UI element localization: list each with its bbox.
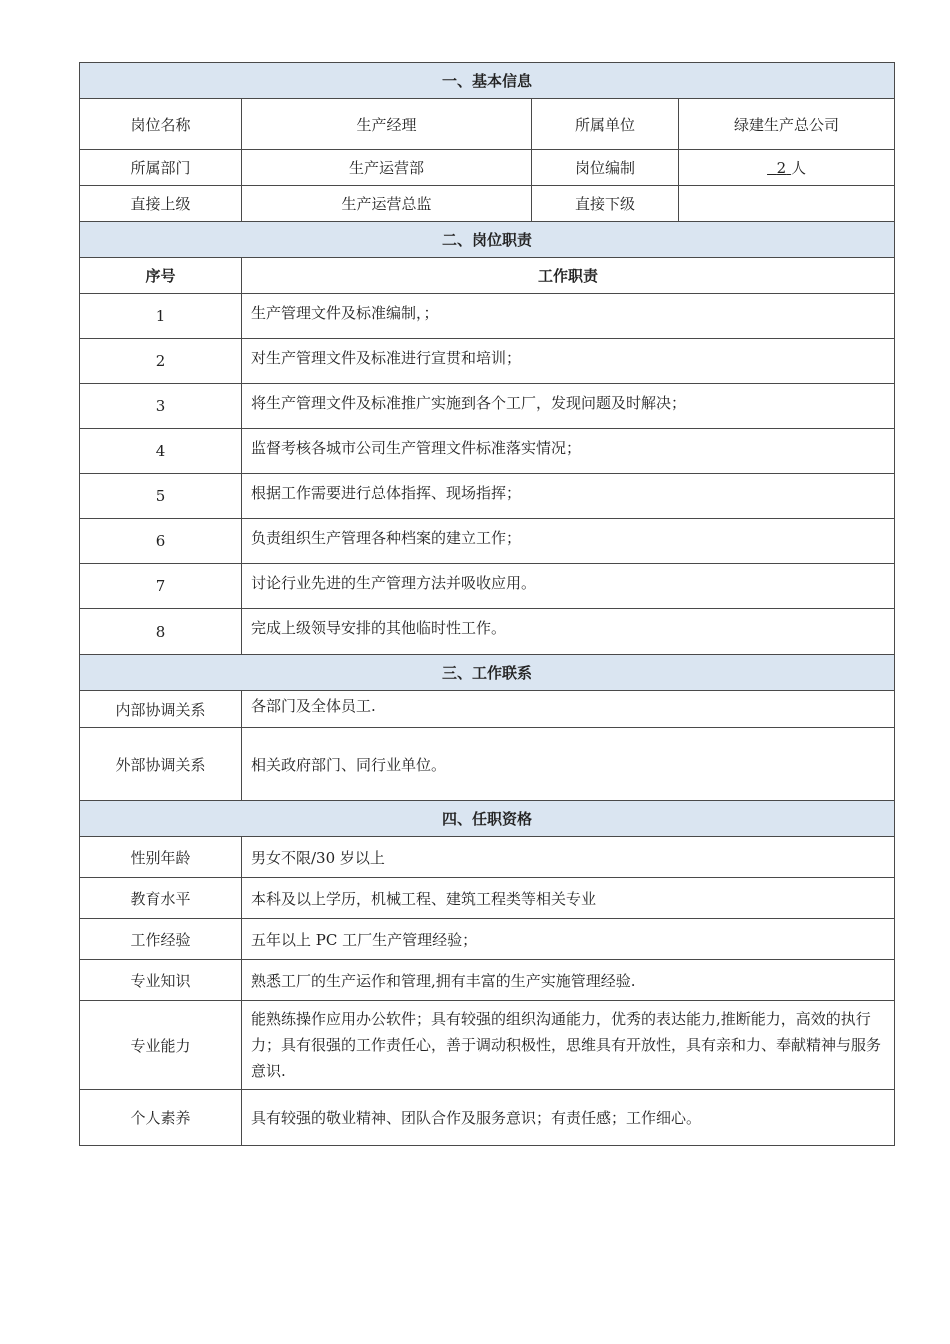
duty-text: 生产管理文件及标准编制，； <box>242 294 895 339</box>
superior-value: 生产运营总监 <box>242 186 532 222</box>
duty-row <box>80 564 895 609</box>
headcount-number: 2 <box>776 159 787 177</box>
label-department: 所属部门 <box>80 150 242 186</box>
duty-row <box>80 519 895 564</box>
department-value: 生产运营部 <box>242 150 532 186</box>
qualification-label: 性别年龄 <box>80 837 242 878</box>
duty-row <box>80 294 895 339</box>
duty-row <box>80 339 895 384</box>
qualification-label: 个人素养 <box>80 1090 242 1146</box>
qualification-row <box>80 960 895 1001</box>
qualification-label: 专业知识 <box>80 960 242 1001</box>
qualification-value: 能熟练操作应用办公软件；具有较强的组织沟通能力，优秀的表达能力,推断能力，高效的执行力；具有很强的工作责任心，善于调动积极性，思维具有开放性，具有亲和力、奉献精神与服务意识. <box>242 1001 895 1090</box>
duty-text: 讨论行业先进的生产管理方法并吸收应用。 <box>242 564 895 609</box>
qualification-value: 男女不限/30 岁以上 <box>242 837 895 878</box>
section-title-relations: 三、工作联系 <box>80 655 895 691</box>
qualification-value: 熟悉工厂的生产运作和管理,拥有丰富的生产实施管理经验. <box>242 960 895 1001</box>
duty-number: 7 <box>80 564 242 609</box>
qualification-value: 本科及以上学历，机械工程、建筑工程类等相关专业 <box>242 878 895 919</box>
job-description-table <box>79 62 895 1146</box>
qualification-label: 专业能力 <box>80 1001 242 1090</box>
duty-number: 6 <box>80 519 242 564</box>
qualification-row <box>80 837 895 878</box>
label-internal-relations: 内部协调关系 <box>80 691 242 728</box>
headcount-unit: 人 <box>790 159 806 177</box>
duty-number: 2 <box>80 339 242 384</box>
external-relations-value: 相关政府部门、同行业单位。 <box>242 728 895 801</box>
duty-row <box>80 384 895 429</box>
duties-header-no: 序号 <box>80 258 242 294</box>
position-name-value: 生产经理 <box>242 99 532 150</box>
duty-row <box>80 609 895 655</box>
qualification-row <box>80 1090 895 1146</box>
duty-row <box>80 429 895 474</box>
internal-relations-value: 各部门及全体员工. <box>242 691 895 728</box>
qualification-value: 具有较强的敬业精神、团队合作及服务意识；有责任感；工作细心。 <box>242 1090 895 1146</box>
qualification-value: 五年以上 PC 工厂生产管理经验； <box>242 919 895 960</box>
label-subordinate: 直接下级 <box>532 186 679 222</box>
duty-row <box>80 474 895 519</box>
qualification-label: 教育水平 <box>80 878 242 919</box>
duty-number: 3 <box>80 384 242 429</box>
duty-text: 完成上级领导安排的其他临时性工作。 <box>242 609 895 655</box>
section-title-basic-info: 一、基本信息 <box>80 63 895 99</box>
duty-text: 将生产管理文件及标准推广实施到各个工厂，发现问题及时解决； <box>242 384 895 429</box>
section-title-qualifications: 四、任职资格 <box>80 801 895 837</box>
qualification-row <box>80 1001 895 1090</box>
section-title-duties: 二、岗位职责 <box>80 222 895 258</box>
duty-number: 5 <box>80 474 242 519</box>
label-external-relations: 外部协调关系 <box>80 728 242 801</box>
duty-number: 1 <box>80 294 242 339</box>
duty-number: 4 <box>80 429 242 474</box>
label-headcount: 岗位编制 <box>532 150 679 186</box>
duty-text: 负责组织生产管理各种档案的建立工作； <box>242 519 895 564</box>
label-unit: 所属单位 <box>532 99 679 150</box>
duties-header-duty: 工作职责 <box>242 258 895 294</box>
duty-text: 对生产管理文件及标准进行宣贯和培训； <box>242 339 895 384</box>
unit-value: 绿建生产总公司 <box>679 99 895 150</box>
label-superior: 直接上级 <box>80 186 242 222</box>
duty-number: 8 <box>80 609 242 655</box>
subordinate-value <box>679 186 895 222</box>
headcount-value <box>679 150 895 186</box>
duty-text: 监督考核各城市公司生产管理文件标准落实情况； <box>242 429 895 474</box>
qualification-label: 工作经验 <box>80 919 242 960</box>
duty-text: 根据工作需要进行总体指挥、现场指挥； <box>242 474 895 519</box>
qualification-row <box>80 919 895 960</box>
qualification-row <box>80 878 895 919</box>
label-position-name: 岗位名称 <box>80 99 242 150</box>
